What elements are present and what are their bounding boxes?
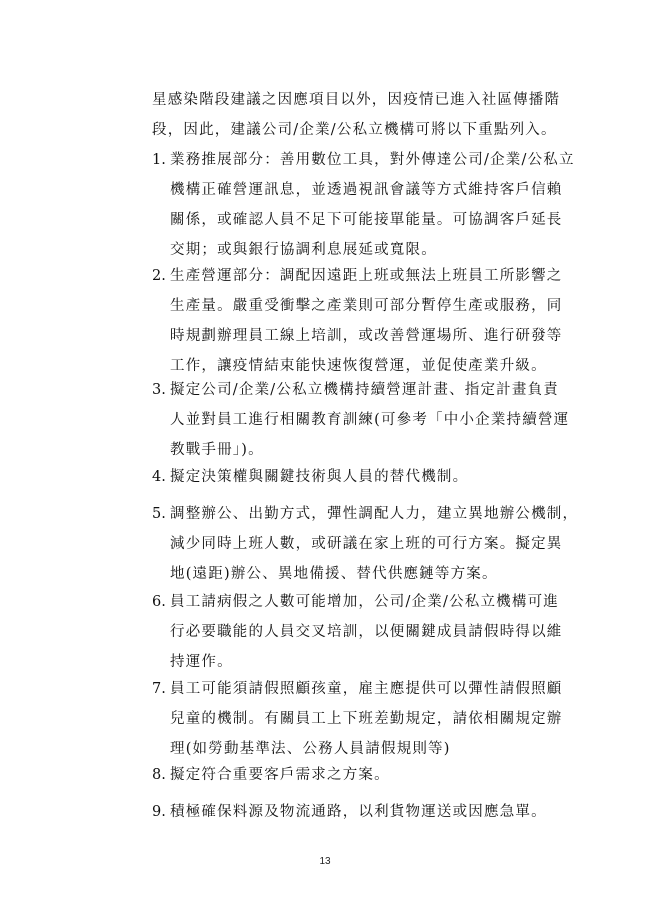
list-item-number: 1.: [152, 152, 166, 168]
list-item-number: 4.: [152, 469, 166, 485]
list-item-number: 5.: [152, 506, 166, 522]
list-item-number: 2.: [152, 268, 166, 284]
intro-line: 星感染階段建議之因應項目以外，因疫情已進入社區傳播階: [152, 92, 561, 108]
list-item-line: 員工可能須請假照顧孩童，雇主應提供可以彈性請假照顧: [170, 681, 563, 697]
list-item-text: [170, 375, 569, 465]
list-item-line: 業務推展部分：善用數位工具，對外傳達公司/企業/公私立: [170, 152, 575, 168]
list-item-line: 教戰手冊」)。: [170, 442, 264, 458]
list-item-number: 9.: [152, 804, 166, 820]
list-item-line: 兒童的機制。有關員工上下班差勤規定，請依相關規定辦: [170, 711, 563, 727]
list-item-text: [170, 797, 547, 827]
list-item-text: [170, 261, 563, 381]
list-item-line: 地(遠距)辦公、異地備援、替代供應鏈等方案。: [170, 566, 498, 582]
list-item-text: [170, 499, 578, 589]
list-item-line: 交期；或與銀行協調利息展延或寬限。: [170, 242, 437, 258]
list-item-line: 時規劃辦理員工線上培訓，或改善營運場所、進行研發等: [170, 328, 563, 344]
list-item-line: 機構正確營運訊息，並透過視訊會議等方式維持客戶信賴: [170, 182, 563, 198]
list-item-number: 6.: [152, 594, 166, 610]
list-item-text: [170, 760, 390, 790]
list-item-line: 擬定決策權與關鍵技術與人員的替代機制。: [170, 469, 469, 485]
list-item-line: 積極確保料源及物流通路，以利貨物運送或因應急單。: [170, 804, 547, 820]
list-item-number: 7.: [152, 681, 166, 697]
list-item-line: 生產量。嚴重受衝擊之產業則可部分暫停生產或服務，同: [170, 298, 563, 314]
list-item-line: 擬定公司/企業/公私立機構持續營運計畫、指定計畫負責: [170, 382, 559, 398]
list-item-text: [170, 587, 563, 677]
list-item-text: [170, 462, 468, 492]
intro-paragraph: [152, 85, 572, 145]
list-item-line: 調整辦公、出勤方式，彈性調配人力，建立異地辦公機制，: [170, 506, 579, 522]
list-item-line: 人並對員工進行相關教育訓練(可參考「中小企業持續營運: [170, 412, 570, 428]
list-item-line: 擬定符合重要客戶需求之方案。: [170, 767, 390, 783]
list-item-line: 工作，讓疫情結束能快速恢復營運，並促使產業升級。: [170, 358, 547, 374]
list-item-line: 員工請病假之人數可能增加，公司/企業/公私立機構可進: [170, 594, 559, 610]
list-item-line: 理(如勞動基準法、公務人員請假規則等): [170, 741, 451, 757]
page-number: 13: [319, 856, 331, 867]
list-item-line: 行必要職能的人員交叉培訓，以便關鍵成員請假時得以維: [170, 624, 563, 640]
list-item-line: 生產營運部分：調配因遠距上班或無法上班員工所影響之: [170, 268, 563, 284]
list-item-text: [170, 674, 563, 764]
intro-line: 段，因此，建議公司/企業/公私立機構可將以下重點列入。: [152, 122, 557, 138]
list-item-line: 關係，或確認人員不足下可能接單能量。可協調客戶延長: [170, 212, 563, 228]
list-item-line: 持運作。: [170, 654, 233, 670]
list-item-number: 8.: [152, 767, 166, 783]
list-item-number: 3.: [152, 382, 166, 398]
list-item-line: 減少同時上班人數，或研議在家上班的可行方案。擬定異: [170, 536, 563, 552]
list-item-text: [170, 145, 575, 265]
